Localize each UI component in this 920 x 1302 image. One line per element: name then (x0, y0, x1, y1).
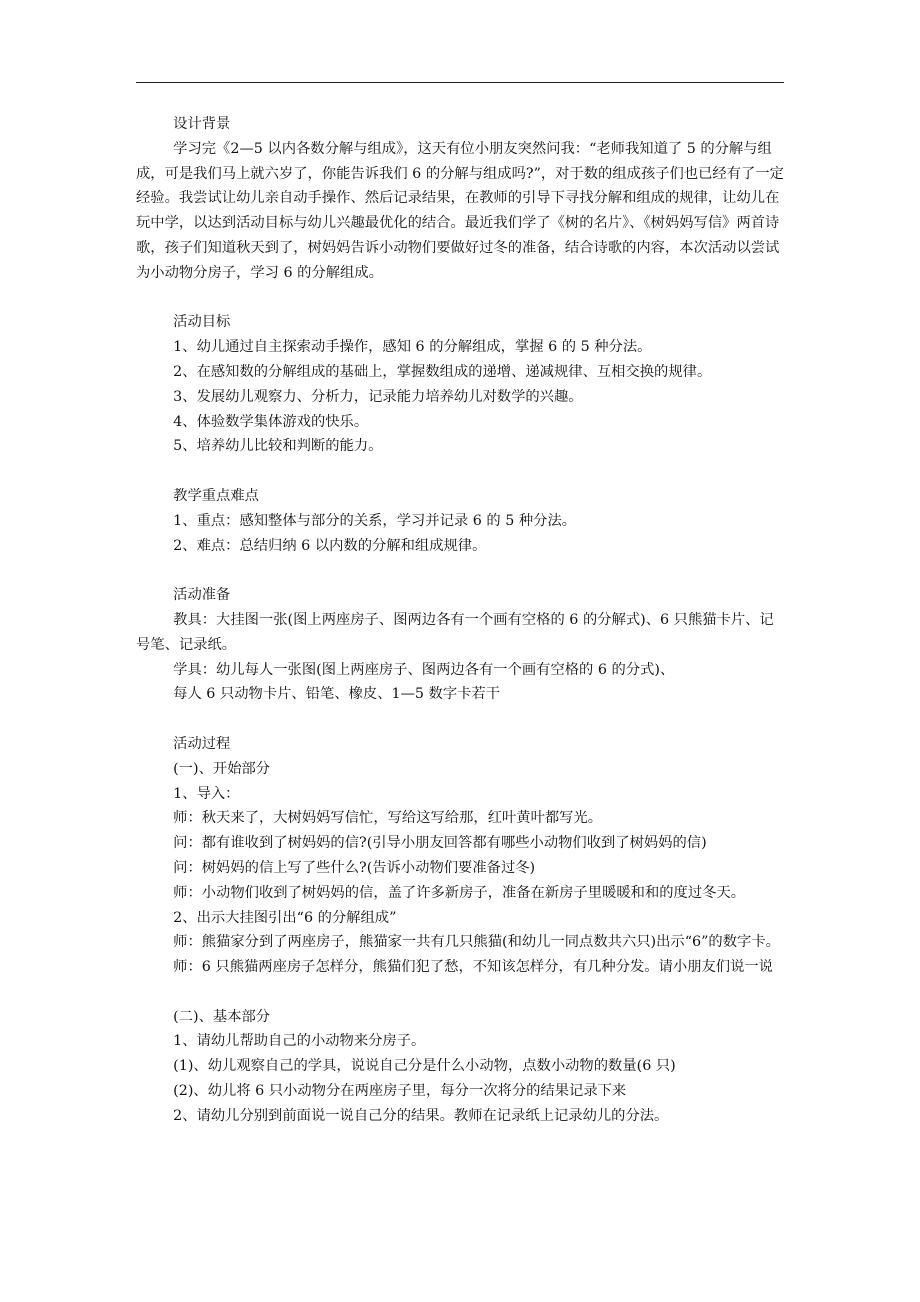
process-item: 2、请幼儿分别到前面说一说自己分的结果。教师在记录纸上记录幼儿的分法。 (173, 1107, 669, 1124)
process-item: 2、出示大挂图引出“6 的分解组成” (173, 909, 397, 926)
process-item: (2)、幼儿将 6 只小动物分在两座房子里，每分一次将分的结果记录下来 (173, 1083, 627, 1100)
process-item: 师：6 只熊猫两座房子怎样分，熊猫们犯了愁，不知该怎样分，有几种分发。请小朋友们说一说 (173, 959, 773, 976)
process-part1-heading: (一)、开始部分 (173, 760, 271, 777)
goal-item: 1、幼儿通过自主探索动手操作，感知 6 的分解组成，掌握 6 的 5 种分法。 (173, 339, 652, 356)
keypoint-item: 2、难点：总结归纳 6 以内数的分解和组成规律。 (173, 537, 487, 554)
background-paragraph: 学习完《2—5 以内各数分解与组成》，这天有位小朋友突然问我：“老师我知道了 5 的分解与组成，可是我们马上就六岁了，你能告诉我们 6 的分解与组成吗?”，对于数的组成孩子们也已经有了一定经验。我尝试让幼儿亲自动手操作、然后记录结果，在教师的引导下寻找分解和组成的规律，让幼儿在玩中学，以达到活动目标与幼儿兴趣最优化的结合。最近我们学了《树的名片》、《树妈妈写信》两首诗歌，孩子们知道秋天到了，树妈妈告诉小动物们要做好过冬的准备，结合诗歌的内容，本次活动以尝试为小动物分房子，学习 6 的分解组成。 (136, 140, 784, 281)
process-item: 1、请幼儿帮助自己的小动物来分房子。 (173, 1033, 426, 1050)
keypoint-item: 1、重点：感知整体与部分的关系，学习并记录 6 的 5 种分法。 (173, 512, 577, 529)
spacer (136, 558, 786, 583)
process-item: 师：秋天来了，大树妈妈写信忙，写给这写给那，红叶黄叶都写光。 (173, 810, 603, 827)
process-item: 问：树妈妈的信上写了些什么?(告诉小动物们要准备过冬) (173, 859, 536, 876)
spacer (136, 707, 786, 732)
prep-item: 教具：大挂图一张(图上两座房子、图两边各有一个画有空格的 6 的分解式)、6 只熊猫卡片、记号笔、记录纸。 (136, 611, 774, 653)
process-item: 师：小动物们收到了树妈妈的信，盖了许多新房子，准备在新房子里暖暖和和的度过冬天。 (173, 884, 746, 901)
goal-item: 2、在感知数的分解组成的基础上，掌握数组成的递增、递减规律、互相交换的规律。 (173, 363, 712, 380)
process-item: (1)、幼儿观察自己的学具，说说自己分是什么小动物，点数小动物的数量(6 只) (173, 1058, 676, 1075)
spacer (136, 286, 786, 311)
section-title-prep: 活动准备 (173, 587, 231, 604)
section-title-process: 活动过程 (173, 735, 231, 752)
document-body (136, 112, 786, 1129)
process-item: 问：都有谁收到了树妈妈的信?(引导小朋友回答都有哪些小动物们收到了树妈妈的信) (173, 835, 707, 852)
process-item: 师：熊猫家分到了两座房子，熊猫家一共有几只熊猫(和幼儿一同点数共六只)出示“6”的数字卡。 (173, 934, 780, 951)
process-item: 1、导入： (173, 785, 240, 802)
goal-item: 5、培养幼儿比较和判断的能力。 (173, 438, 383, 455)
spacer (136, 459, 786, 484)
goal-item: 4、体验数学集体游戏的快乐。 (173, 413, 369, 430)
prep-item: 学具：幼儿每人一张图(图上两座房子、图两边各有一个画有空格的 6 的分式)、 (173, 661, 675, 678)
prep-item: 每人 6 只动物卡片、铅笔、橡皮、1—5 数字卡若干 (173, 686, 501, 703)
section-title-keypoints: 教学重点难点 (173, 487, 259, 504)
process-part2-heading: (二)、基本部分 (173, 1008, 271, 1025)
section-title-background: 设计背景 (173, 116, 231, 132)
spacer (136, 980, 786, 1005)
section-title-goals: 活动目标 (173, 314, 231, 331)
goal-item: 3、发展幼儿观察力、分析力，记录能力培养幼儿对数学的兴趣。 (173, 388, 583, 405)
header-rule (136, 82, 784, 83)
